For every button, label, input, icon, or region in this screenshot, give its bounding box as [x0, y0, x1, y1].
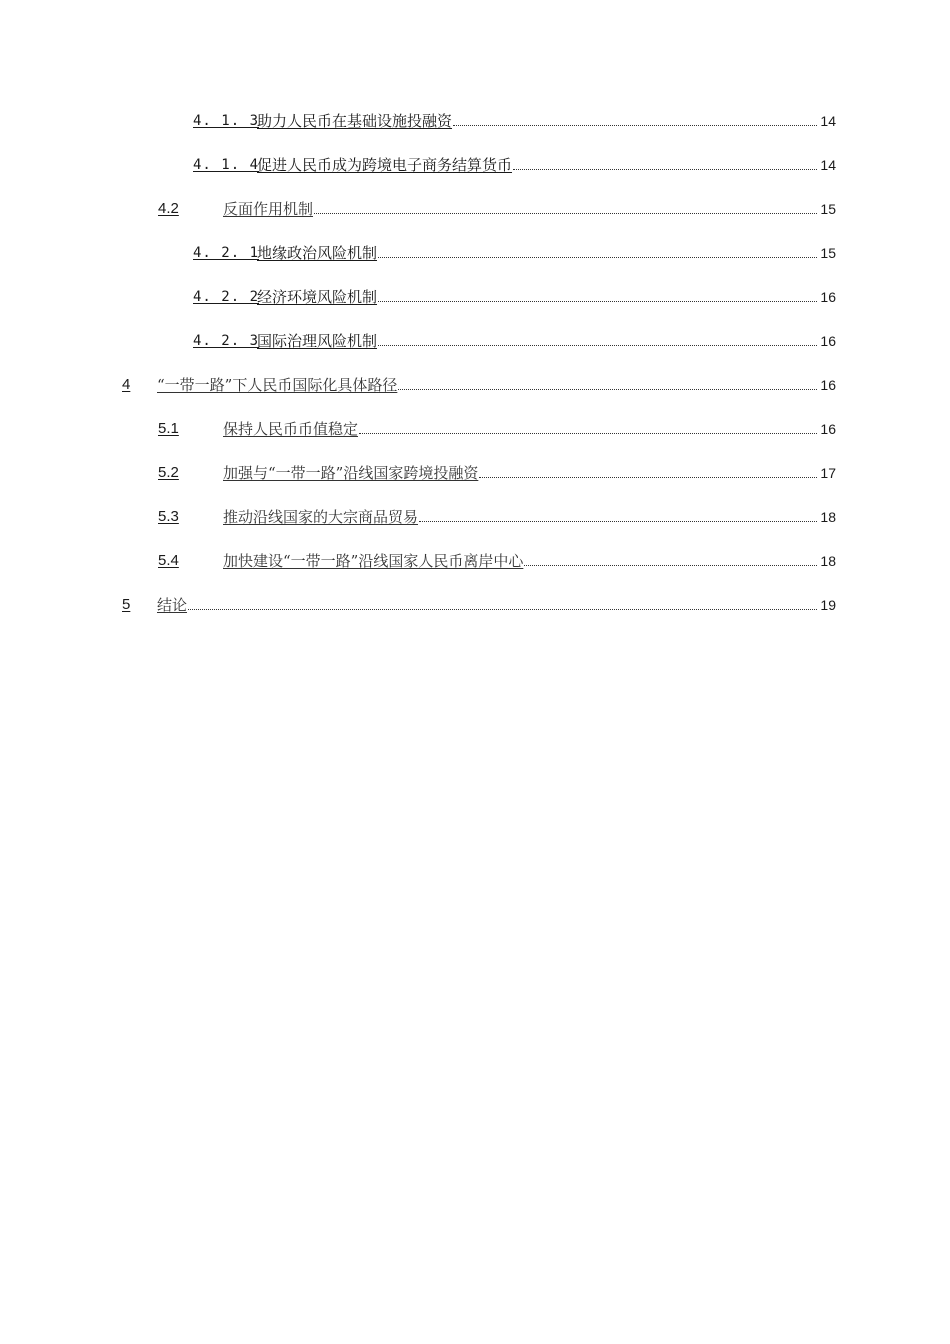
toc-entry-4-2[interactable]	[158, 196, 836, 218]
toc-entry-page: 16	[820, 333, 836, 349]
toc-entry-4-1-4[interactable]	[193, 152, 836, 174]
toc-entry-page: 15	[820, 201, 836, 217]
toc-entry-page: 16	[820, 421, 836, 437]
toc-entry-title: 保持人民币币值稳定	[223, 420, 359, 438]
toc-dot-leader	[378, 301, 817, 302]
toc-dot-leader	[314, 213, 817, 214]
toc-entry-title: 加快建设“一带一路”沿线国家人民币离岸中心	[223, 552, 524, 570]
toc-entry-5-4[interactable]	[158, 548, 836, 570]
toc-entry-page: 18	[820, 509, 836, 525]
toc-entry-5-1[interactable]	[158, 416, 836, 438]
toc-entry-number: 4. 1. 3	[193, 113, 260, 129]
toc-dot-leader	[188, 609, 817, 610]
toc-entry-5-2[interactable]	[158, 460, 836, 482]
toc-entry-title: 助力人民币在基础设施投融资	[257, 112, 453, 130]
toc-entry-page: 16	[820, 289, 836, 305]
toc-entry-page: 15	[820, 245, 836, 261]
toc-dot-leader	[359, 433, 817, 434]
toc-entry-title: 加强与“一带一路”沿线国家跨境投融资	[223, 464, 479, 482]
toc-entry-page: 17	[820, 465, 836, 481]
toc-entry-4-2-2[interactable]	[193, 284, 836, 306]
toc-entry-chapter-5[interactable]	[122, 592, 836, 614]
toc-entry-title: 结论	[157, 596, 188, 614]
toc-entry-page: 19	[820, 597, 836, 613]
toc-entry-number: 4. 1. 4	[193, 157, 260, 173]
toc-entry-number: 5	[122, 596, 131, 613]
toc-entry-chapter-4[interactable]	[122, 372, 836, 394]
toc-entry-4-2-1[interactable]	[193, 240, 836, 262]
toc-entry-page: 14	[820, 113, 836, 129]
toc-entry-number: 5.3	[158, 508, 179, 525]
toc-dot-leader	[378, 345, 817, 346]
toc-dot-leader	[453, 125, 817, 126]
toc-entry-title: 地缘政治风险机制	[257, 244, 378, 262]
toc-entry-number: 4. 2. 1	[193, 245, 260, 261]
toc-entry-5-3[interactable]	[158, 504, 836, 526]
toc-dot-leader	[398, 389, 817, 390]
toc-entry-number: 5.2	[158, 464, 179, 481]
toc-dot-leader	[419, 521, 817, 522]
toc-dot-leader	[378, 257, 817, 258]
toc-entry-number: 4. 2. 3	[193, 333, 260, 349]
toc-entry-title: 反面作用机制	[223, 200, 314, 218]
toc-entry-4-1-3[interactable]	[193, 108, 836, 130]
toc-entry-title: 促进人民币成为跨境电子商务结算货币	[257, 156, 513, 174]
toc-dot-leader	[479, 477, 817, 478]
toc-entry-page: 16	[820, 377, 836, 393]
toc-entry-number: 4. 2. 2	[193, 289, 260, 305]
toc-entry-title: “一带一路”下人民币国际化具体路径	[157, 376, 398, 394]
toc-dot-leader	[524, 565, 817, 566]
toc-entry-page: 14	[820, 157, 836, 173]
toc-entry-title: 国际治理风险机制	[257, 332, 378, 350]
toc-entry-title: 经济环境风险机制	[257, 288, 378, 306]
toc-entry-4-2-3[interactable]	[193, 328, 836, 350]
toc-entry-number: 4	[122, 376, 131, 393]
toc-entry-page: 18	[820, 553, 836, 569]
toc-entry-number: 4.2	[158, 200, 179, 217]
toc-entry-number: 5.1	[158, 420, 179, 437]
toc-entry-title: 推动沿线国家的大宗商品贸易	[223, 508, 419, 526]
toc-dot-leader	[513, 169, 817, 170]
toc-entry-number: 5.4	[158, 552, 179, 569]
